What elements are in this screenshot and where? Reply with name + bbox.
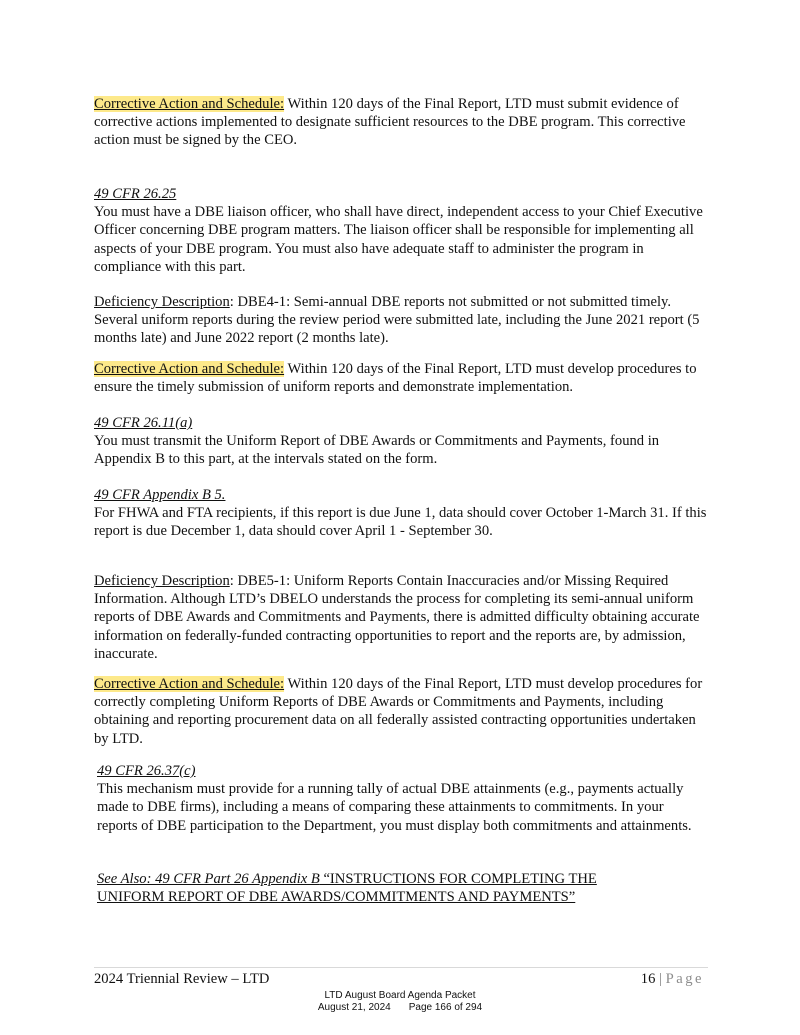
see-also-text: “INSTRUCTIONS FOR COMPLETING THE UNIFORM REPORT OF DBE AWARDS/COMMITMENTS AND PAYMENTS” <box>97 871 597 906</box>
deficiency-text: : DBE5-1: Uniform Reports Contain Inaccuracies and/or Missing Required Information. Although LTD’s DBELO understands the process for completing its semi-annual uniform reports of DBE Awards and Commitments and Payments, there is admitted difficulty obtaining accurate information on federally-funded contracting opportunities to report and the reports are, by admission, inaccurate. <box>94 573 700 662</box>
cfr-text: You must have a DBE liaison officer, who shall have direct, independent access to your Chief Executive Officer concerning DBE program matters. The liaison officer shall be responsible for implementing all aspects of your DBE program. You must also have adequate staff to administer the program in compliance with this part. <box>94 204 703 275</box>
packet-stamp-line2 <box>0 1002 800 1014</box>
deficiency-text: : DBE4-1: Semi-annual DBE reports not submitted or not submitted timely. Several uniform reports during the review period were submitted late, including the June 2021 report (5 months late) and June 2022 report (2 months late). <box>94 294 700 347</box>
stamp-page: Page 166 of 294 <box>408 1002 483 1013</box>
corrective-action-label: Corrective Action and Schedule: <box>94 676 285 692</box>
page-word: Page <box>665 971 704 987</box>
cfr-text: This mechanism must provide for a running tally of actual DBE attainments (e.g., payments actually made to DBE firms), including a means of comparing these attainments to commitments. In your reports of DBE participation to the Department, you must display both commitments and attainments. <box>97 781 692 834</box>
cfr-26-25-section <box>94 185 714 276</box>
deficiency-label: Deficiency Description <box>94 294 230 310</box>
page-number: 16 <box>640 971 656 987</box>
cfr-26-11a-section <box>94 414 714 469</box>
cfr-heading: 49 CFR 26.37(c) <box>97 763 196 779</box>
cfr-heading: 49 CFR Appendix B 5. <box>94 487 226 503</box>
packet-stamp-line1: LTD August Board Agenda Packet <box>324 990 476 1001</box>
cfr-26-37c-section <box>97 762 707 835</box>
corrective-action-text: Within 120 days of the Final Report, LTD must develop procedures to ensure the timely submission of uniform reports and demonstrate implementation. <box>94 361 697 396</box>
corrective-action-2 <box>94 360 714 396</box>
deficiency-label: Deficiency Description <box>94 573 230 589</box>
corrective-action-label: Corrective Action and Schedule: <box>94 96 285 112</box>
footer-title: 2024 Triennial Review – LTD <box>94 971 270 987</box>
see-also-reference <box>97 870 657 906</box>
cfr-heading: 49 CFR 26.25 <box>94 186 177 202</box>
cfr-text: For FHWA and FTA recipients, if this report is due June 1, data should cover October 1-March 31. If this report is due December 1, data should cover April 1 - September 30. <box>94 505 707 540</box>
corrective-action-text: Within 120 days of the Final Report, LTD must submit evidence of corrective actions implemented to designate sufficient resources to the DBE program. This corrective action must be signed by the CEO. <box>94 96 686 149</box>
stamp-date: August 21, 2024 <box>317 1002 391 1013</box>
footer-separator: | <box>659 971 662 987</box>
deficiency-dbe4 <box>94 293 714 348</box>
corrective-action-3 <box>94 675 714 748</box>
corrective-action-text: Within 120 days of the Final Report, LTD must develop procedures for correctly completing Uniform Reports of DBE Awards or Commitments and Payments, including obtaining and reporting procurement data on all federally assisted contracting opportunities undertaken by LTD. <box>94 676 703 747</box>
see-also-italic: See Also: 49 CFR Part 26 Appendix B <box>97 871 320 887</box>
footer-page-indicator <box>641 971 704 988</box>
cfr-heading: 49 CFR 26.11(a) <box>94 415 193 431</box>
cfr-text: You must transmit the Uniform Report of DBE Awards or Commitments and Payments, found in Appendix B to this part, at the intervals stated on the form. <box>94 433 660 468</box>
cfr-appendix-b5-section <box>94 486 714 541</box>
footer-divider <box>94 967 708 968</box>
corrective-action-1 <box>94 95 714 150</box>
corrective-action-label: Corrective Action and Schedule: <box>94 361 285 377</box>
deficiency-dbe5 <box>94 572 714 663</box>
